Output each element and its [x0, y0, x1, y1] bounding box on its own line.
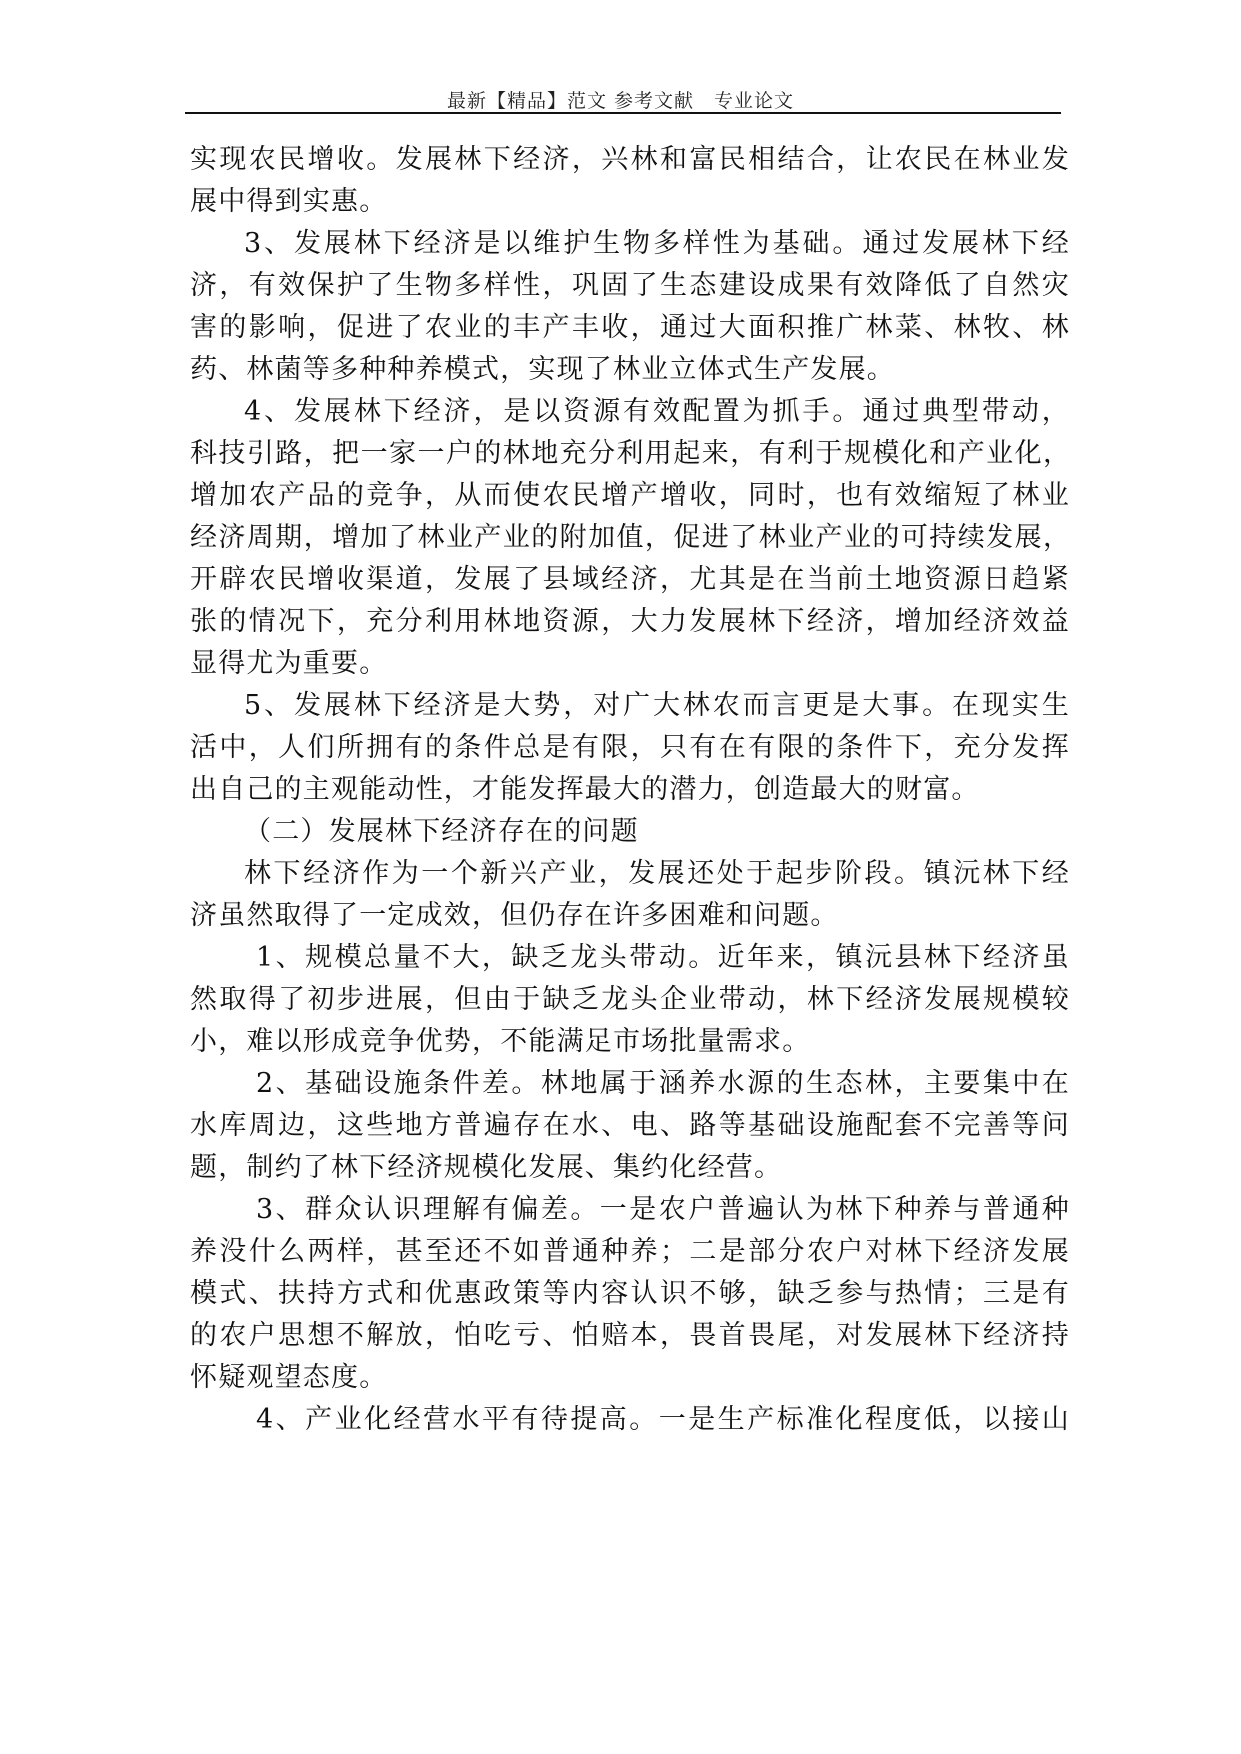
paragraph-line: 出自己的主观能动性，才能发挥最大的潜力，创造最大的财富。 [190, 774, 980, 805]
paragraph-line: 害的影响，促进了农业的丰产丰收，通过大面积推广林菜、林牧、林 [190, 312, 1070, 343]
paragraph-line: 小，难以形成竞争优势，不能满足市场批量需求。 [190, 1026, 811, 1057]
paragraph-line: 林下经济作为一个新兴产业，发展还处于起步阶段。镇沅林下经 [244, 858, 1070, 889]
paragraph-line: 5、发展林下经济是大势，对广大林农而言更是大事。在现实生 [244, 690, 1070, 721]
paragraph-line: 然取得了初步进展，但由于缺乏龙头企业带动，林下经济发展规模较 [190, 984, 1070, 1015]
paragraph-line: 的农户思想不解放，怕吃亏、怕赔本，畏首畏尾，对发展林下经济持 [190, 1320, 1070, 1351]
paragraph-line: 2、基础设施条件差。林地属于涵养水源的生态林，主要集中在 [256, 1068, 1070, 1099]
paragraph-line: 实现农民增收。发展林下经济，兴林和富民相结合，让农民在林业发 [190, 144, 1070, 175]
paragraph-line: 3、群众认识理解有偏差。一是农户普遍认为林下种养与普通种 [256, 1194, 1070, 1225]
paragraph-line: 活中，人们所拥有的条件总是有限，只有在有限的条件下，充分发挥 [190, 732, 1070, 763]
section-heading: （二）发展林下经济存在的问题 [244, 816, 639, 847]
paragraph-line: 药、林菌等多种种养模式，实现了林业立体式生产发展。 [190, 354, 895, 385]
paragraph-line: 题，制约了林下经济规模化发展、集约化经营。 [190, 1152, 783, 1183]
paragraph-line: 增加农产品的竞争，从而使农民增产增收，同时，也有效缩短了林业 [190, 480, 1070, 511]
paragraph-line: 经济周期，增加了林业产业的附加值，促进了林业产业的可持续发展， [190, 522, 1070, 553]
paragraph-line: 怀疑观望态度。 [190, 1362, 388, 1393]
paragraph-line: 4、发展林下经济，是以资源有效配置为抓手。通过典型带动， [244, 396, 1070, 427]
paragraph-line: 开辟农民增收渠道，发展了县域经济，尤其是在当前土地资源日趋紧 [190, 564, 1070, 595]
paragraph-line: 显得尤为重要。 [190, 648, 388, 679]
page-header: 最新【精品】范文 参考文献 专业论文 [446, 90, 795, 112]
paragraph-line: 3、发展林下经济是以维护生物多样性为基础。通过发展林下经 [244, 228, 1070, 259]
paragraph-line: 1、规模总量不大，缺乏龙头带动。近年来，镇沅县林下经济虽 [256, 942, 1070, 973]
paragraph-line: 科技引路，把一家一户的林地充分利用起来，有利于规模化和产业化， [190, 438, 1070, 469]
paragraph-line: 水库周边，这些地方普遍存在水、电、路等基础设施配套不完善等问 [190, 1110, 1070, 1141]
paragraph-line: 4、产业化经营水平有待提高。一是生产标准化程度低，以接山 [256, 1404, 1070, 1435]
paragraph-line: 展中得到实惠。 [190, 186, 388, 217]
paragraph-line: 模式、扶持方式和优惠政策等内容认识不够，缺乏参与热情；三是有 [190, 1278, 1070, 1309]
paragraph-line: 张的情况下，充分利用林地资源，大力发展林下经济，增加经济效益 [190, 606, 1070, 637]
paragraph-line: 济，有效保护了生物多样性，巩固了生态建设成果有效降低了自然灾 [190, 270, 1070, 301]
paragraph-line: 养没什么两样，甚至还不如普通种养；二是部分农户对林下经济发展 [190, 1236, 1070, 1267]
header-rule [185, 112, 1061, 114]
paragraph-line: 济虽然取得了一定成效，但仍存在许多困难和问题。 [190, 900, 839, 931]
